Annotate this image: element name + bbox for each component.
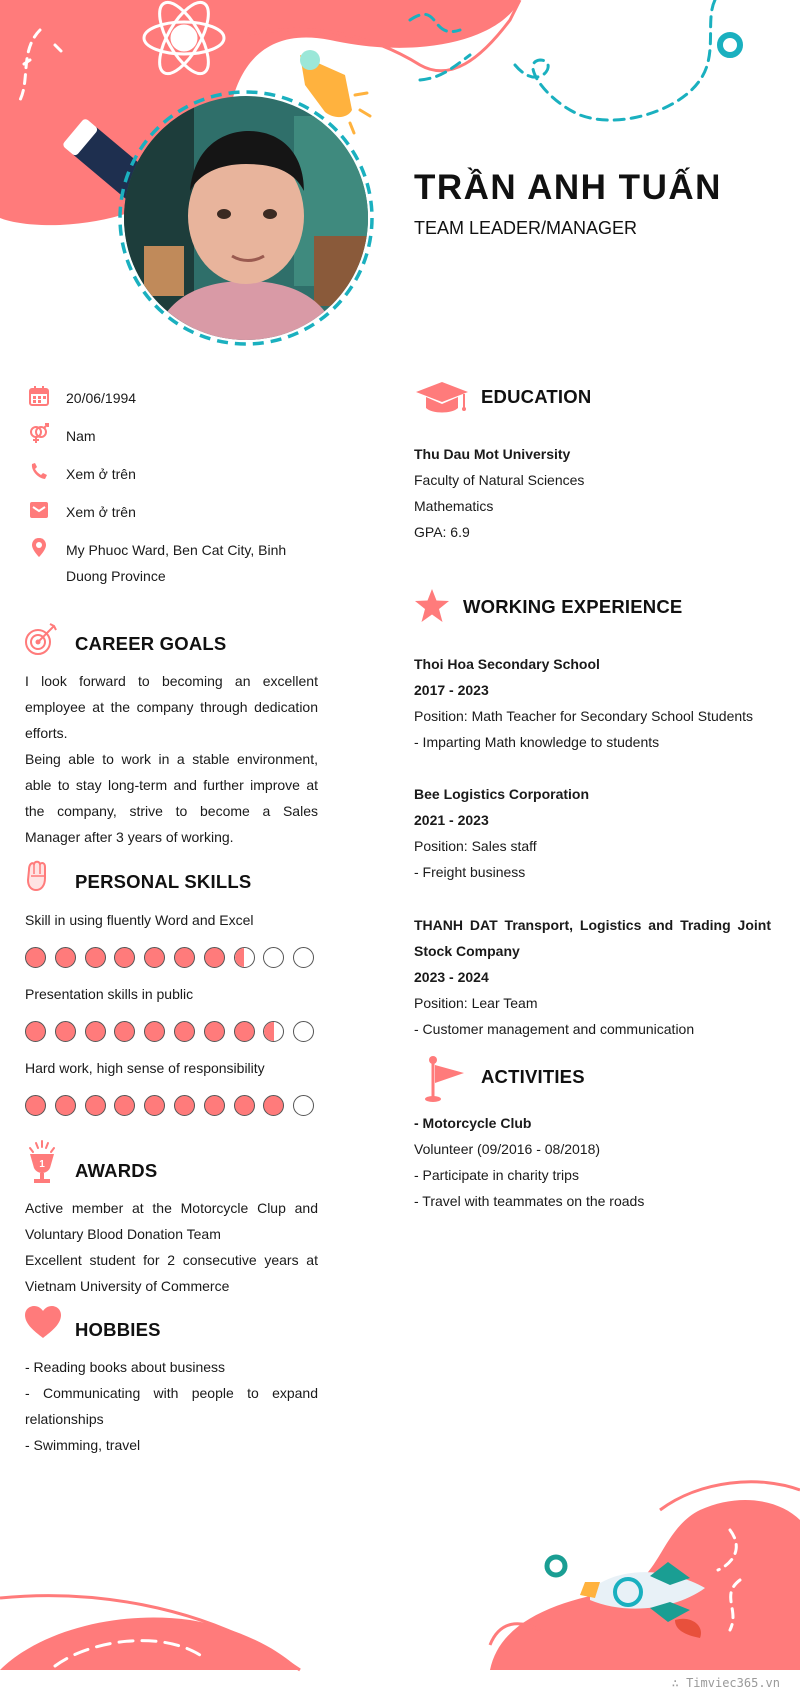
birthday-row xyxy=(28,385,328,411)
skill-label: Presentation skills in public xyxy=(25,986,194,1002)
rating-dot-half xyxy=(263,1021,284,1042)
faculty: Faculty of Natural Sciences xyxy=(414,472,585,488)
awards-text: Active member at the Motorcycle Clup and Voluntary Blood Donation Team Excellent student for 2 consecutive years at Vietnam University of Commerce xyxy=(25,1200,318,1294)
rating-dot-half xyxy=(234,947,255,968)
company-name: THANH DAT Transport, Logistics and Trading Joint xyxy=(414,917,771,933)
job-position: Position: Lear Team xyxy=(414,995,538,1011)
school-name: Thu Dau Mot University xyxy=(414,446,571,462)
rating-dot-filled xyxy=(144,947,165,968)
activity-item: - Participate in charity trips xyxy=(414,1167,579,1183)
rating-dot-filled xyxy=(25,1021,46,1042)
rating-dot-filled xyxy=(234,1095,255,1116)
bottom-decoration xyxy=(0,1470,800,1698)
job-period: 2021 - 2023 xyxy=(414,812,489,828)
company-name-cont: Stock Company xyxy=(414,943,520,959)
gender-text: Nam xyxy=(66,428,96,444)
gender-icon xyxy=(28,423,50,445)
job-detail: - Imparting Math knowledge to students xyxy=(414,734,660,750)
rating-dot-filled xyxy=(55,947,76,968)
skill-rating xyxy=(25,1095,323,1116)
activity-item: - Travel with teammates on the roads xyxy=(414,1193,645,1209)
calendar-icon xyxy=(28,385,50,407)
experience-title: WORKING EXPERIENCE xyxy=(463,596,683,617)
education-details xyxy=(414,441,774,545)
rating-dot-filled xyxy=(85,947,106,968)
education-title: EDUCATION xyxy=(481,386,592,407)
email-text: Xem ở trên xyxy=(66,504,136,520)
hobbies-title: HOBBIES xyxy=(75,1319,161,1340)
rating-dot-filled xyxy=(55,1021,76,1042)
gender-row xyxy=(28,423,328,449)
awards-title: AWARDS xyxy=(75,1160,158,1181)
job-period: 2023 - 2024 xyxy=(414,969,489,985)
target-icon xyxy=(24,622,58,656)
rating-dot-filled xyxy=(85,1021,106,1042)
location-pin-icon xyxy=(28,537,50,559)
rating-dot-filled xyxy=(55,1095,76,1116)
rating-dot-filled xyxy=(85,1095,106,1116)
flag-icon xyxy=(424,1055,466,1103)
career-goals-title: CAREER GOALS xyxy=(75,633,227,654)
skill-rating xyxy=(25,1021,323,1042)
activities-details xyxy=(414,1110,774,1214)
job-title: TEAM LEADER/MANAGER xyxy=(414,218,638,238)
company-name: Thoi Hoa Secondary School xyxy=(414,656,600,672)
rating-dot-empty xyxy=(293,1021,314,1042)
rating-dot-filled xyxy=(204,1095,225,1116)
rating-dot-filled xyxy=(25,1095,46,1116)
major: Mathematics xyxy=(414,498,494,514)
mail-icon xyxy=(28,499,50,521)
rating-dot-filled xyxy=(204,947,225,968)
rating-dot-filled xyxy=(25,947,46,968)
avatar xyxy=(124,96,368,340)
rating-dot-filled xyxy=(144,1021,165,1042)
phone-icon xyxy=(28,461,50,483)
gpa: GPA: 6.9 xyxy=(414,524,470,540)
rating-dot-filled xyxy=(263,1095,284,1116)
email-row xyxy=(28,499,328,525)
skill-label: Hard work, high sense of responsibility xyxy=(25,1060,265,1076)
svg-text:1: 1 xyxy=(39,1159,45,1170)
club-name: - Motorcycle Club xyxy=(414,1115,532,1131)
job-period: 2017 - 2023 xyxy=(414,682,489,698)
personal-skills-title: PERSONAL SKILLS xyxy=(75,871,252,892)
job-entry xyxy=(414,651,774,755)
phone-row xyxy=(28,461,328,487)
profile-photo-frame xyxy=(116,88,376,348)
phone-text: Xem ở trên xyxy=(66,466,136,482)
career-goals-text: I look forward to becoming an excellent employee at the company through dedication efforts. Being able to work in a stable environment, able to stay long-term and further improve at the company, strive to become a Sales Manager after 3 years of working. xyxy=(25,673,318,845)
star-icon xyxy=(414,588,450,624)
rating-dot-empty xyxy=(293,947,314,968)
company-name: Bee Logistics Corporation xyxy=(414,786,590,802)
job-position: Position: Sales staff xyxy=(414,838,537,854)
rating-dot-empty xyxy=(293,1095,314,1116)
job-entry xyxy=(414,912,771,1042)
rating-dot-filled xyxy=(114,947,135,968)
address-row xyxy=(28,537,328,589)
birthday-text: 20/06/1994 xyxy=(66,390,137,406)
skill-label: Skill in using fluently Word and Excel xyxy=(25,912,254,928)
activities-title: ACTIVITIES xyxy=(481,1066,585,1087)
rating-dot-empty xyxy=(263,947,284,968)
rating-dot-filled xyxy=(114,1095,135,1116)
hobbies-text: - Reading books about business - Communicating with people to expand relationships - Swimming, travel xyxy=(25,1359,318,1453)
job-entry xyxy=(414,781,774,885)
rating-dot-filled xyxy=(174,1021,195,1042)
trophy-icon xyxy=(24,1140,60,1184)
watermark: ∴ Timviec365.vn xyxy=(671,1676,780,1690)
rating-dot-filled xyxy=(114,1021,135,1042)
rating-dot-filled xyxy=(144,1095,165,1116)
skill-rating xyxy=(25,947,323,968)
job-detail: - Freight business xyxy=(414,864,526,880)
address-text: My Phuoc Ward, Ben Cat City, Binh Duong Province xyxy=(66,542,287,584)
rating-dot-filled xyxy=(204,1021,225,1042)
job-position: Position: Math Teacher for Secondary School Students xyxy=(414,708,754,724)
graduation-cap-icon xyxy=(414,380,470,416)
rating-dot-filled xyxy=(174,947,195,968)
heart-icon xyxy=(24,1305,62,1339)
rating-dot-filled xyxy=(174,1095,195,1116)
club-role: Volunteer (09/2016 - 08/2018) xyxy=(414,1141,601,1157)
raised-fist-icon xyxy=(24,860,50,892)
candidate-name: TRẦN ANH TUẤN xyxy=(414,168,722,207)
job-detail: - Customer management and communication xyxy=(414,1021,695,1037)
rating-dot-filled xyxy=(234,1021,255,1042)
